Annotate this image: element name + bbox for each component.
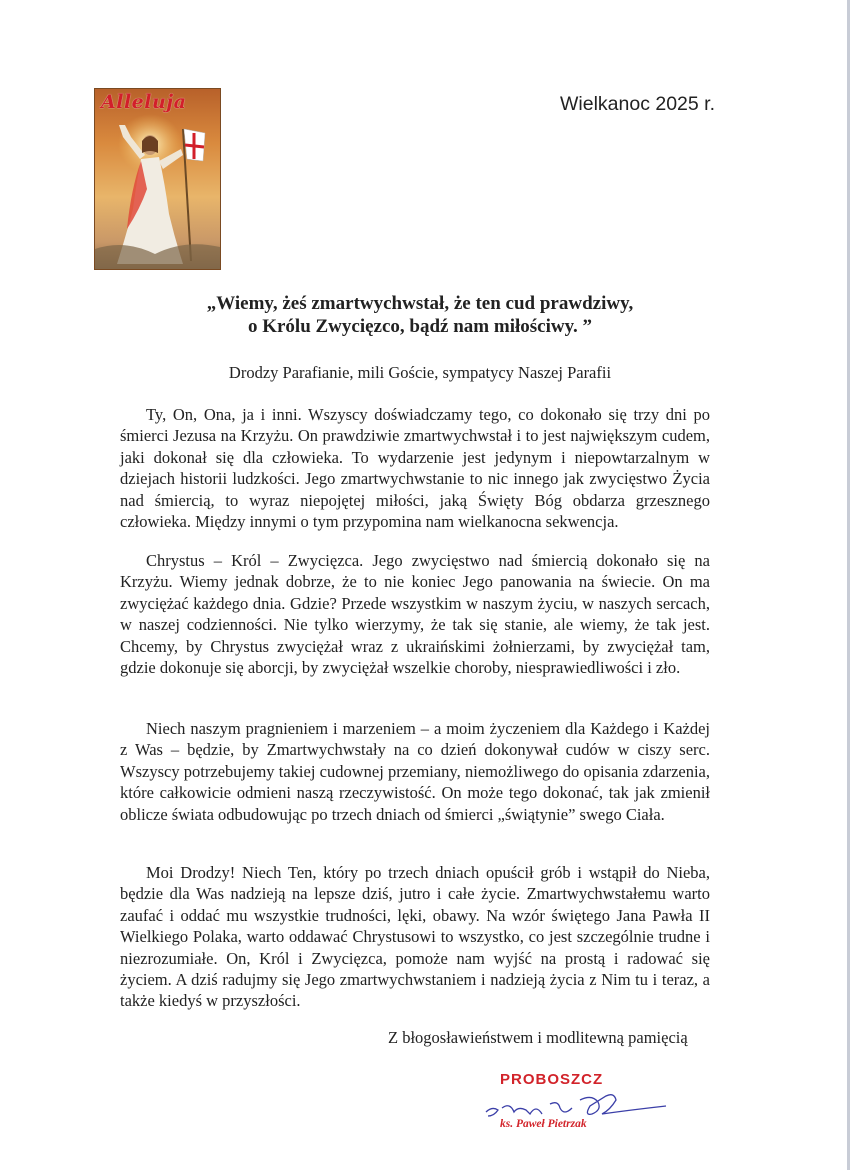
alleluia-caption: Alleluja <box>101 91 187 113</box>
quote-line-2: o Królu Zwycięzco, bądź nam miłościwy. ” <box>247 316 593 337</box>
paragraph-2 <box>120 550 710 678</box>
signer-name: ks. Paweł Pietrzak <box>500 1118 587 1130</box>
paragraph-3-text: Niech naszym pragnieniem i marzeniem – a moim życzeniem dla Każdego i Każdej z Was – będzie, by Zmartwychwstały na co dzień dokonywał cudów w ciszy serc. Wszyscy potrzebujemy takiej cudownej przemiany, niemożliwego do opisania zdarzenia, które całkowicie odmieni naszą rzeczywistość. On może tego dokonać, tak jak zmienił oblicze świata odbudowując po trzech dniach od śmierci „świątynie” swego Ciała. <box>120 719 710 824</box>
paragraph-2-text: Chrystus – Król – Zwycięzca. Jego zwycięstwo nad śmiercią dokonało się na Krzyżu. Wiemy jednak dobrze, że to nie koniec Jego panowania na świecie. On ma zwyciężać każdego dnia. Gdzie? Przede wszystkim w naszym życiu, w naszych sercach, w naszej codzienności. Nie tylko wierzymy, że tak się stanie, ale wiemy, że tak jest. Chcemy, by Chrystus zwyciężał wraz z ukraińskimi żołnierzami, by zwyciężał tam, gdzie dokonuje się aborcji, by zwyciężał wszelkie choroby, niesprawiedliwości i zło. <box>120 551 710 678</box>
quote-line-1: „Wiemy, żeś zmartwychwstał, że ten cud prawdziwy, <box>206 293 634 314</box>
paragraph-4 <box>120 862 710 1012</box>
salutation: Drodzy Parafianie, mili Goście, sympatycy Naszej Parafii <box>228 363 612 382</box>
risen-christ-image <box>94 88 221 270</box>
letter-date: Wielkanoc 2025 r. <box>560 93 716 115</box>
paragraph-1-text: Ty, On, Ona, ja i inni. Wszyscy doświadczamy tego, co dokonało się trzy dni po śmierci Jezusa na Krzyżu. On prawdziwie zmartwychwstał i to jest największym cudem, jaki dokonał się dla człowieka. To wydarzenie jest jedynym i niepowtarzalnym w dziejach historii ludzkości. Jego zmartwychwstanie to nic innego jak zwycięstwo Życia nad śmiercią, to wyraz niepojętej miłości, jaką Święty Bóg obdarza grzesznego człowieka. Między innymi o tym przypomina nam wielkanocna sekwencja. <box>120 405 710 532</box>
paragraph-3 <box>120 718 710 825</box>
paragraph-4-text: Moi Drodzy! Niech Ten, który po trzech dniach opuścił grób i wstąpił do Nieba, będzie dla Was nadzieją na lepsze dziś, jutro i całe życie. Zmartwychwstałemu warto zaufać i oddać mu wszystkie trudności, lęki, obawy. Na wzór świętego Jana Pawła II Wielkiego Polaka, warto oddawać Chrystusowi to wszystko, co jest szczególnie trudne i niezrozumiałe. On, Król i Zwycięzca, pomoże nam wyjść na prostą i radować się życiem. A dziś radujmy się Jego zmartwychwstaniem i nadzieją życia z Nim tu i teraz, a także kiedyś w przyszłości. <box>120 863 710 1011</box>
opening-quote <box>90 292 750 338</box>
parish-stamp-title: PROBOSZCZ <box>500 1071 604 1088</box>
risen-christ-illustration <box>95 89 220 269</box>
closing-line: Z błogosławieństwem i modlitewną pamięcią <box>388 1028 688 1047</box>
paragraph-1 <box>120 404 710 532</box>
